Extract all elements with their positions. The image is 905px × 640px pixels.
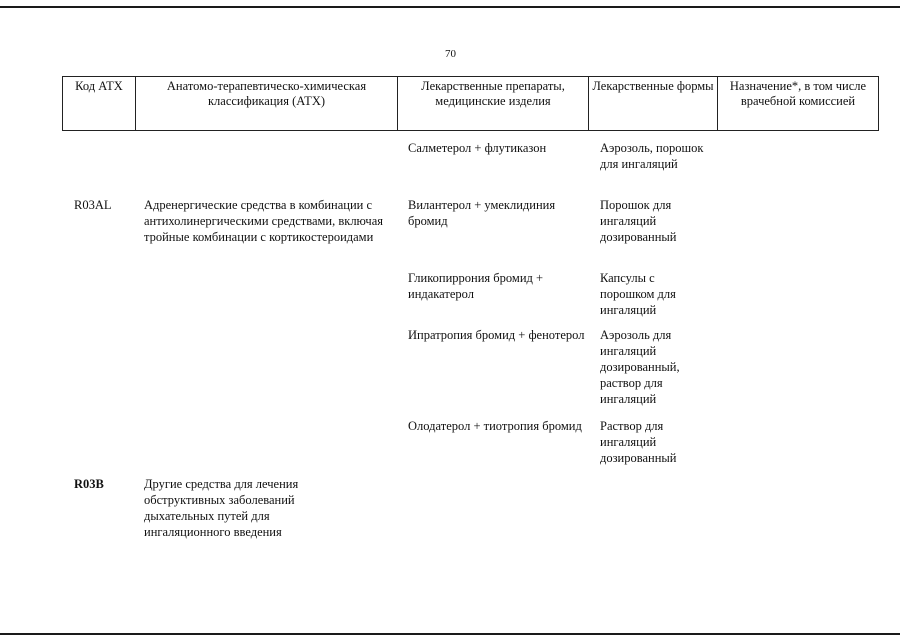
atc-classification: Другие средства для лечения обструктивных заболеваний дыхательных путей для ингаляционного введения (144, 477, 299, 539)
drug-name: Ипратропия бромид + фенотерол (408, 328, 585, 342)
bottom-rule (0, 633, 900, 635)
drug-form: Порошок для ингаляций дозированный (600, 198, 677, 244)
page-number: 70 (445, 48, 456, 60)
drug-form: Аэрозоль для ингаляций дозированный, раствор для ингаляций (600, 328, 680, 406)
header-code: Код АТХ (63, 77, 136, 131)
atc-classification: Адренергические средства в комбинации с антихолинергическими средствами, включая тройные комбинации с кортикостероидами (144, 198, 384, 244)
atc-code: R03B (74, 477, 104, 491)
header-row (63, 77, 879, 131)
drug-name: Салметерол + флутиказон (408, 141, 547, 155)
drug-form: Аэрозоль, порошок для ингаляций (600, 141, 704, 171)
header-atc: Анатомо-терапевтическо-химическая классификация (АТХ) (136, 77, 398, 131)
table-header (62, 76, 879, 131)
top-rule (0, 6, 900, 8)
drug-name: Вилантерол + умеклидиния бромид (408, 198, 556, 228)
header-purpose: Назначение*, в том числе врачебной комиссией (718, 77, 879, 131)
header-drugs: Лекарственные препараты, медицинские изделия (398, 77, 589, 131)
drug-name: Олодатерол + тиотропия бромид (408, 419, 582, 433)
drug-name: Гликопиррония бромид + индакатерол (408, 271, 544, 301)
drug-form: Раствор для ингаляций дозированный (600, 419, 677, 465)
header-forms: Лекарственные формы (589, 77, 718, 131)
drug-form: Капсулы с порошком для ингаляций (600, 271, 676, 317)
atc-code: R03AL (74, 198, 112, 212)
